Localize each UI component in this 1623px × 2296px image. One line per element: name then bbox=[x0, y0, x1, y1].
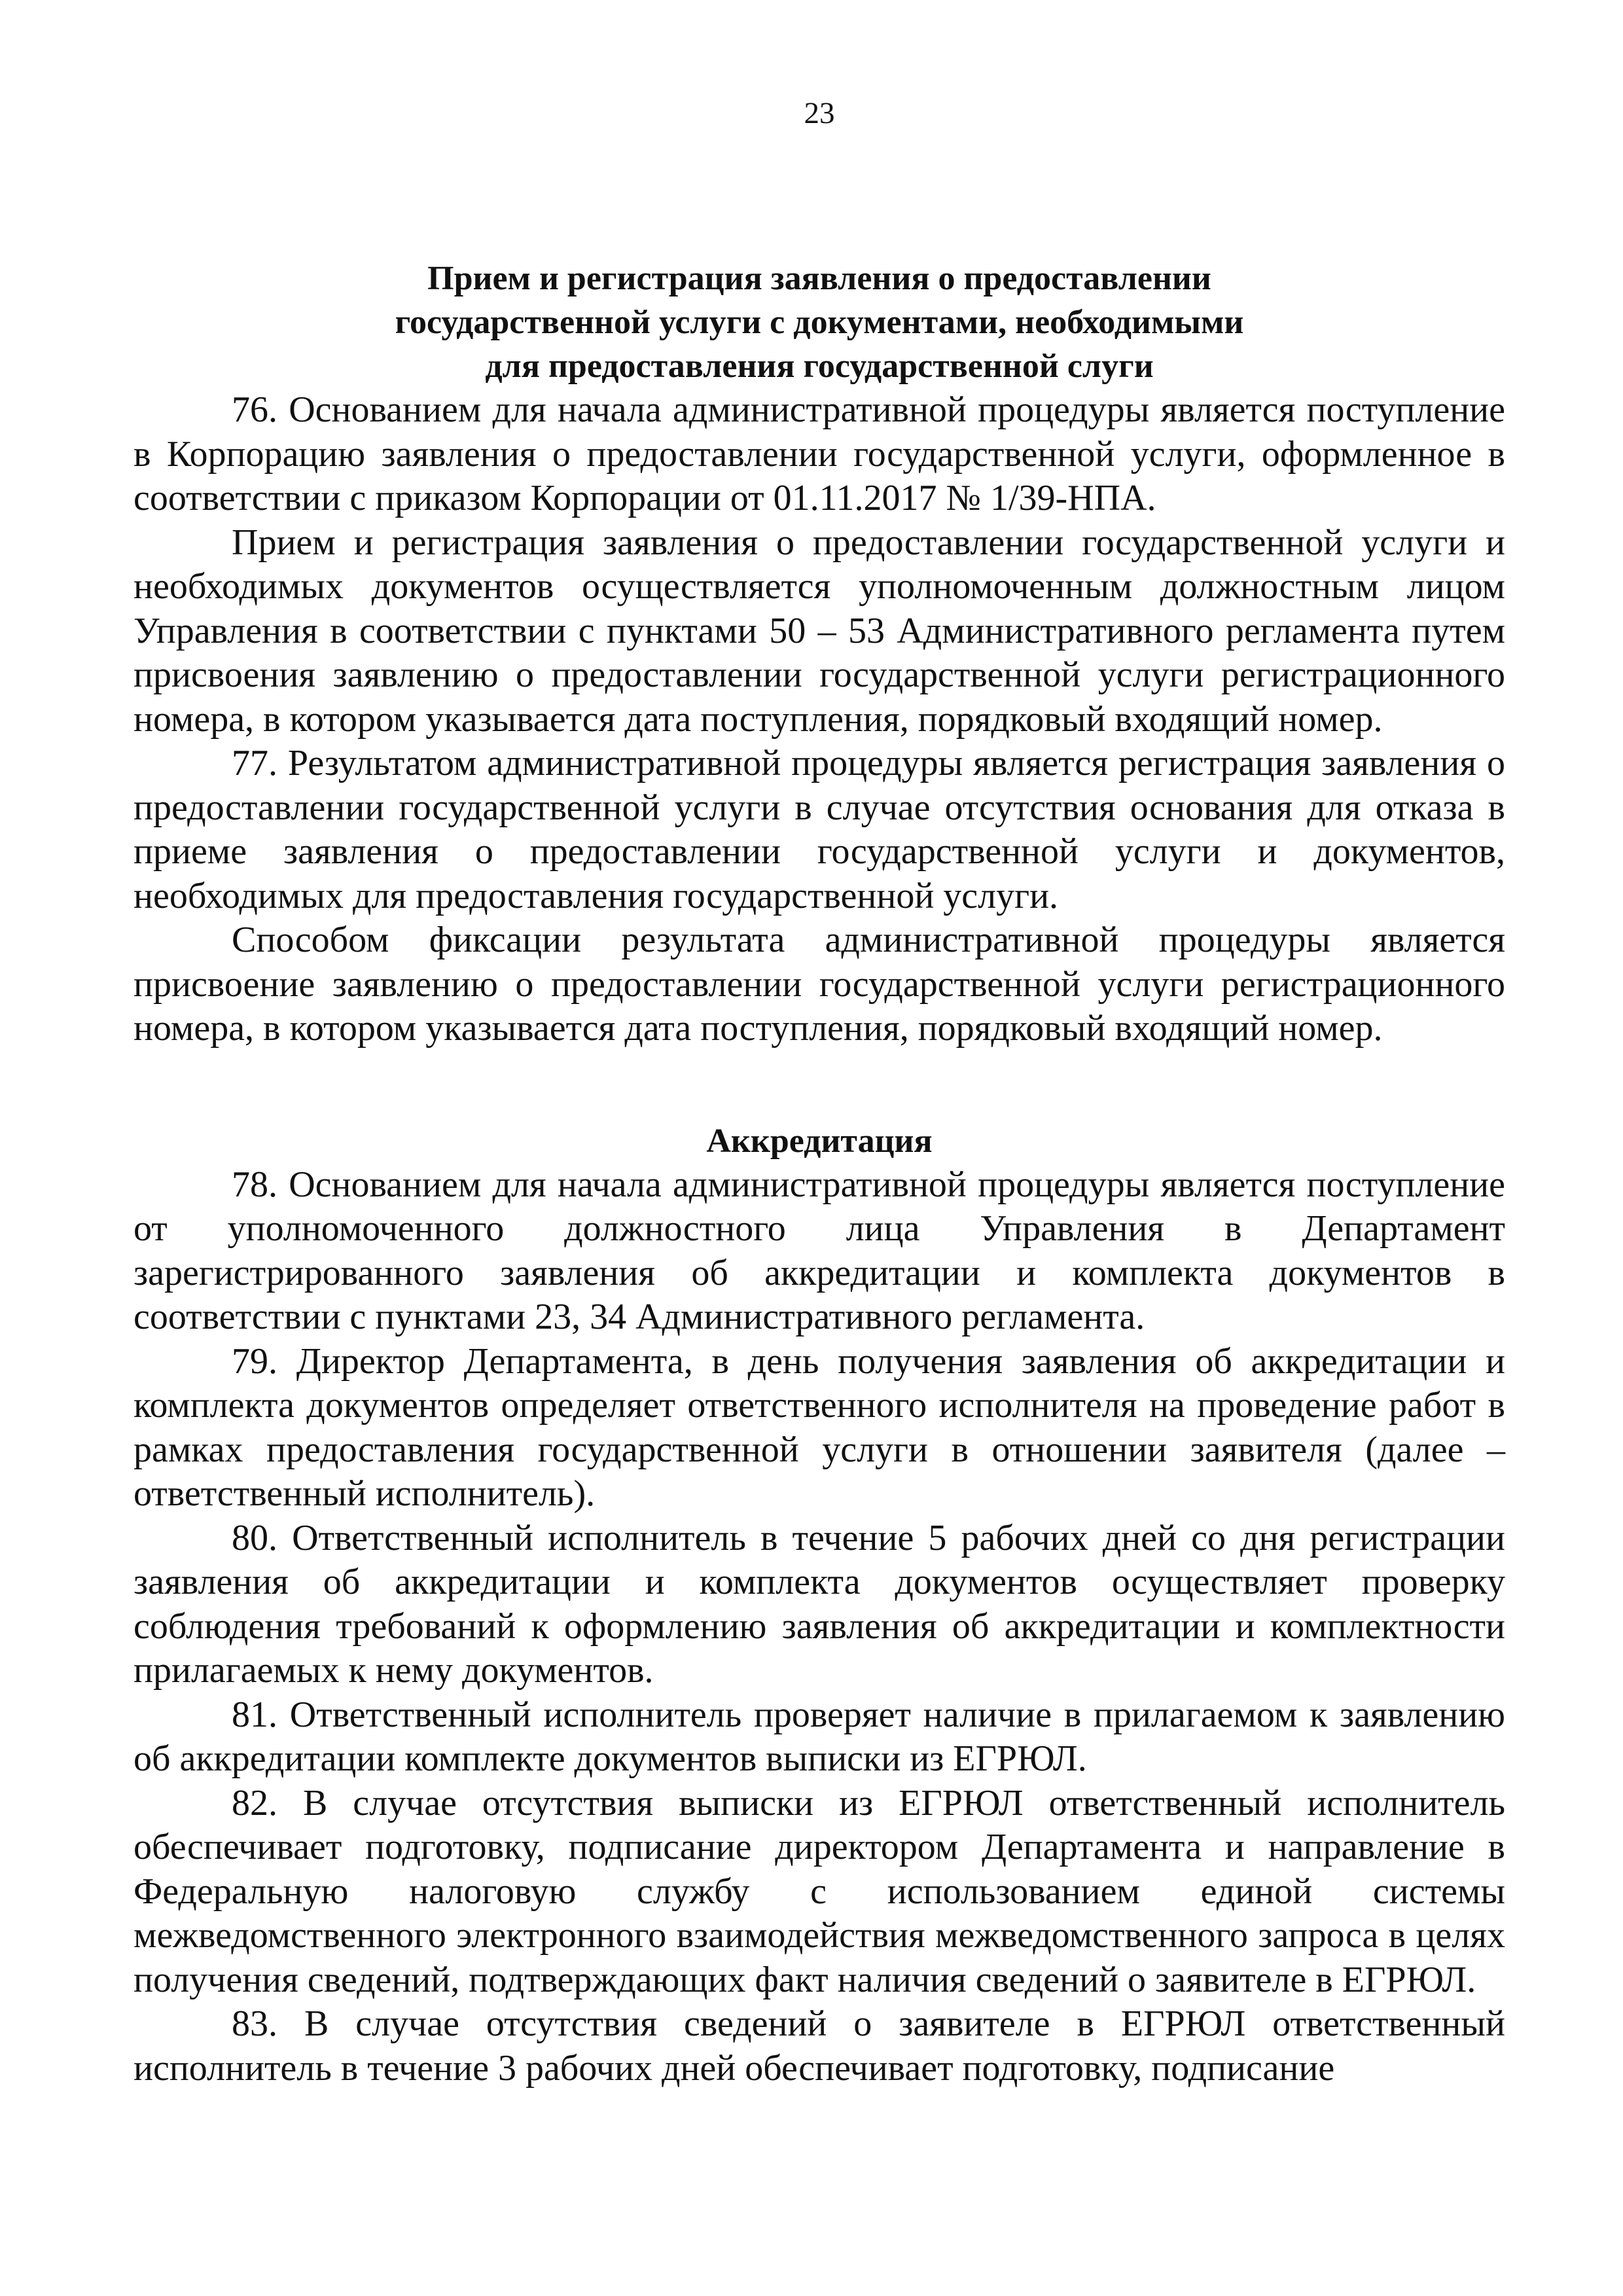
page-number: 23 bbox=[804, 96, 835, 130]
heading-line: Прием и регистрация заявления о предоставлении bbox=[427, 260, 1211, 297]
paragraph-81: 81. Ответственный исполнитель проверяет наличие в прилагаемом к заявлению об аккредитации комплекте документов выписки из ЕГРЮЛ. bbox=[134, 1694, 1505, 1779]
paragraph-83: 83. В случае отсутствия сведений о заявителе в ЕГРЮЛ ответственный исполнитель в течение 3 рабочих дней обеспечивает подготовку, подписание bbox=[134, 2003, 1505, 2089]
heading-line: для предоставления государственной слуги bbox=[485, 348, 1154, 385]
paragraph-82: 82. В случае отсутствия выписки из ЕГРЮЛ ответственный исполнитель обеспечивает подготовку, подписание директором Департамента и направление в Федеральную налоговую службу с использованием единой системы межведомственного электронного взаимодействия межведомственного запроса в целях получения сведений, подтверждающих факт наличия сведений о заявителе в ЕГРЮЛ. bbox=[134, 1782, 1505, 2000]
paragraph-77-fixation: Способом фиксации результата административной процедуры является присвоение заявлению о предоставлении государственной услуги регистрационного номера, в котором указывается дата поступления, порядковый входящий номер. bbox=[134, 920, 1505, 1049]
paragraph-77: 77. Результатом административной процедуры является регистрация заявления о предоставлении государственной услуги в случае отсутствия основания для отказа в приеме заявления о предоставлении государственной услуги и документов, необходимых для предоставления государственной услуги. bbox=[134, 743, 1505, 916]
section-heading bbox=[134, 257, 1505, 388]
paragraph-78: 78. Основанием для начала административной процедуры является поступление от уполномоченного должностного лица Управления в Департамент зарегистрированного заявления об аккредитации и комплекта документов в соответствии с пунктами 23, 34 Административного регламента. bbox=[134, 1164, 1505, 1337]
section-accreditation bbox=[134, 1119, 1505, 2091]
heading-line: Аккредитация bbox=[706, 1122, 933, 1160]
paragraph-76: 76. Основанием для начала административной процедуры является поступление в Корпорацию заявления о предоставлении государственной услуги, оформленное в соответствии с приказом Корпорации от 01.11.2017 № 1/39-НПА. bbox=[134, 389, 1505, 518]
paragraph-80: 80. Ответственный исполнитель в течение 5 рабочих дней со дня регистрации заявления об аккредитации и комплекта документов осуществляет проверку соблюдения требований к оформлению заявления об аккредитации и комплектности прилагаемых к нему документов. bbox=[134, 1517, 1505, 1691]
section-registration bbox=[134, 257, 1505, 1051]
section-heading bbox=[134, 1119, 1505, 1163]
paragraph-79: 79. Директор Департамента, в день получения заявления об аккредитации и комплекта документов определяет ответственного исполнителя на проведение работ в рамках предоставления государственной услуги в отношении заявителя (далее – ответственный исполнитель). bbox=[134, 1340, 1505, 1514]
paragraph-76-registration: Прием и регистрация заявления о предоставлении государственной услуги и необходимых документов осуществляется уполномоченным должностным лицом Управления в соответствии с пунктами 50 – 53 Административного регламента путем присвоения заявлению о предоставлении государственной услуги регистрационного номера, в котором указывается дата поступления, порядковый входящий номер. bbox=[134, 522, 1505, 740]
heading-line: государственной услуги с документами, необходимыми bbox=[395, 304, 1244, 341]
